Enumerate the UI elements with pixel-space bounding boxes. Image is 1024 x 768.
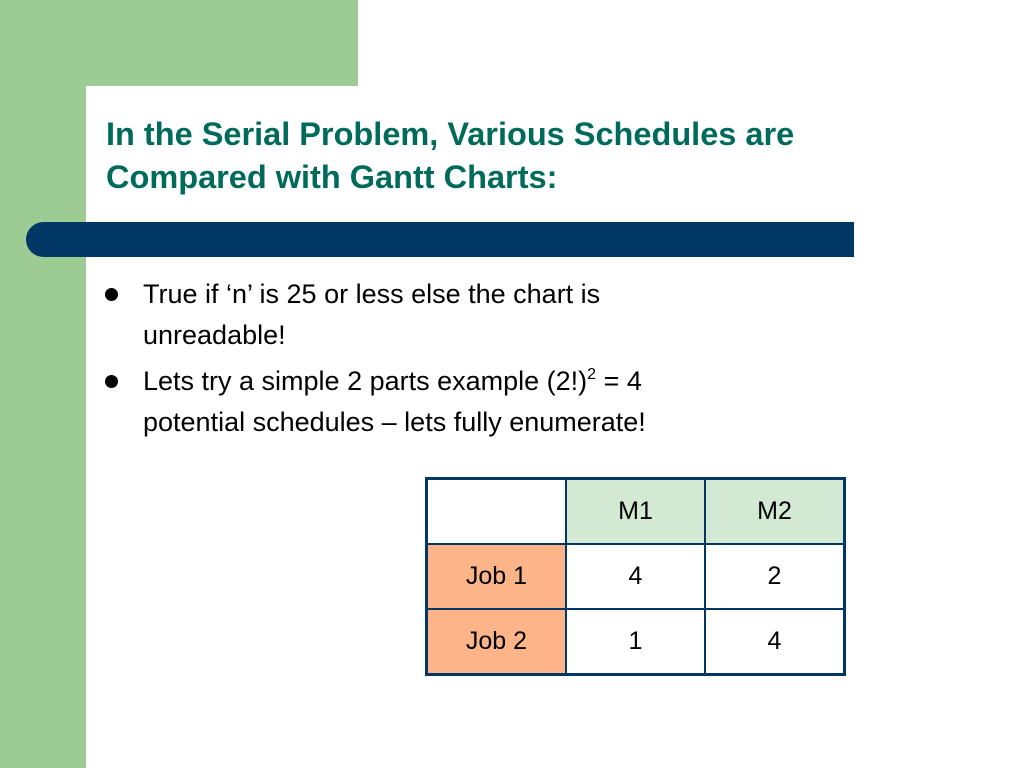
green-side-band — [0, 0, 86, 768]
bullet-item — [105, 274, 805, 356]
row-header-job-1: Job 1 — [427, 544, 567, 609]
bullet-2-line-2: potential schedules – lets fully enumerate! — [143, 407, 646, 437]
bullet-1-line-1: True if ‘n’ is 25 or less else the chart is — [143, 279, 601, 309]
slide-title-line-2: Compared with Gantt Charts: — [106, 159, 558, 195]
column-header-m1: M1 — [566, 479, 705, 545]
table-cell: 4 — [705, 609, 845, 675]
table-cell: 2 — [705, 544, 845, 609]
table-corner-cell — [427, 479, 567, 545]
slide-title-line-1: In the Serial Problem, Various Schedules are — [106, 116, 795, 152]
bullet-2-line-1-text: Lets try a simple 2 parts example (2!) — [143, 366, 588, 396]
table-row — [427, 544, 845, 609]
bullet-dot-icon — [105, 375, 118, 388]
bullet-text — [143, 279, 600, 350]
title-underline-bar — [26, 222, 854, 257]
table-cell: 4 — [566, 544, 705, 609]
bullet-text — [143, 366, 646, 437]
row-header-job-2: Job 2 — [427, 609, 567, 675]
table-cell: 1 — [566, 609, 705, 675]
processing-times-table — [425, 477, 846, 676]
table-row — [427, 609, 845, 675]
column-header-m2: M2 — [705, 479, 845, 545]
bullet-list — [105, 274, 805, 448]
slide-title — [106, 113, 1006, 199]
bullet-dot-icon — [105, 288, 118, 301]
table-header-row — [427, 479, 845, 545]
bullet-2-line-1-result: = 4 — [596, 366, 642, 396]
bullet-item — [105, 361, 805, 443]
green-top-band — [0, 0, 358, 86]
bullet-1-line-2: unreadable! — [143, 320, 286, 350]
bullet-2-exponent: 2 — [587, 366, 597, 383]
